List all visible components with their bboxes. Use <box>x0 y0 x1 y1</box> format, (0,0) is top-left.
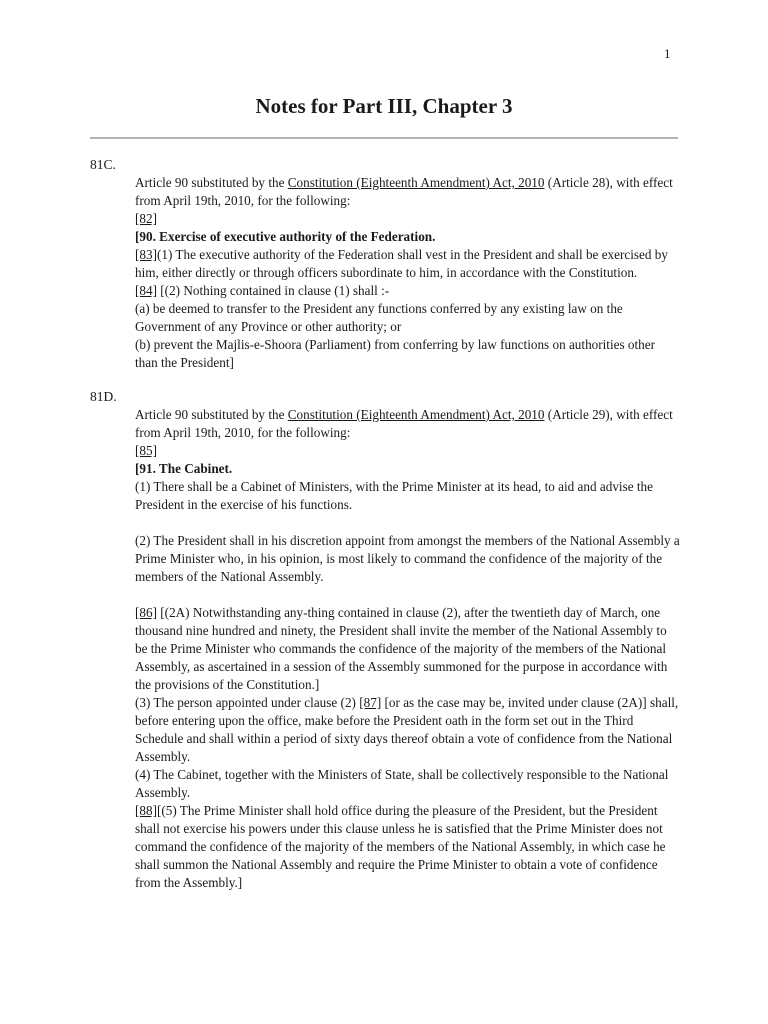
article-heading-90: [90. Exercise of executive authority of the Federation. <box>135 229 436 244</box>
note-81d-intro <box>135 406 680 442</box>
clause-2 <box>135 282 680 300</box>
cabinet-clause-1: (1) There shall be a Cabinet of Ministers, with the Prime Minister at its head, to aid and advise the President in the exercise of his functions. <box>135 479 653 512</box>
clause-2a: (a) be deemed to transfer to the President any functions conferred by any existing law on the Government of any Province or other authority; or <box>135 301 623 334</box>
intro-text-end: (Article 28), with effect from April 19th, 2010, for the following: <box>135 175 673 208</box>
note-81d-body <box>135 406 680 892</box>
clause-5-text: [(5) The Prime Minister shall hold office during the pleasure of the President, but the President shall not exercise his powers under this clause unless he is satisfied that the Prime Minister does not command the confidence of the majority of the members of the National Assembly, in which case he shall summon the National Assembly and require the Prime Minister to obtain a vote of confidence from the Assembly.] <box>135 803 666 890</box>
spacer <box>135 586 680 604</box>
cabinet-clause-2: (2) The President shall in his discretion appoint from amongst the members of the National Assembly a Prime Minister who, in his opinion, is most likely to command the confidence of the majority of the members of the National Assembly. <box>135 533 680 584</box>
clause-1 <box>135 246 680 282</box>
page-title: Notes for Part III, Chapter 3 <box>255 94 513 118</box>
intro-text: Article 90 substituted by the <box>135 175 288 190</box>
note-label-81c: 81C. <box>90 157 116 172</box>
footnote-link-84[interactable]: [84] <box>135 283 157 298</box>
footnote-link-86[interactable]: [86] <box>135 605 157 620</box>
clause-3-text-end: [or as the case may be, invited under clause (2A)] shall, before entering upon the office, make before the President oath in the form set out in the Third Schedule and shall within a period of sixty days thereof obtain a vote of confidence from the National Assembly. <box>135 695 679 764</box>
page-number: 1 <box>664 46 671 61</box>
footnote-link-85[interactable]: [85] <box>135 443 157 458</box>
clause-3-text: (3) The person appointed under clause (2) <box>135 695 360 710</box>
note-81c-intro <box>135 174 680 210</box>
spacer <box>135 514 680 532</box>
note-label-81d: 81D. <box>90 389 117 404</box>
cabinet-clause-3 <box>135 694 680 766</box>
article-heading-91: [91. The Cabinet. <box>135 461 233 476</box>
intro-text: Article 90 substituted by the <box>135 407 288 422</box>
intro-text-end: (Article 29), with effect from April 19th, 2010, for the following: <box>135 407 673 440</box>
amendment-act-link[interactable]: Constitution (Eighteenth Amendment) Act, 2010 <box>287 407 545 422</box>
clause-2a-text: [(2A) Notwithstanding any-thing contained in clause (2), after the twentieth day of March, one thousand nine hundred and ninety, the President shall invite the member of the National Assembly to be the Prime Minister who commands the confidence of the majority of the members of the National Assembly, as ascertained in a session of the Assembly summoned for the purpose in accordance with the provisions of the Constitution.] <box>135 605 668 692</box>
cabinet-clause-2a <box>135 604 680 694</box>
clause-2b: (b) prevent the Majlis-e-Shoora (Parliament) from conferring by law functions on authorities other than the President] <box>135 337 656 370</box>
footnote-link-82[interactable]: [82] <box>135 211 157 226</box>
footnote-link-88[interactable]: [88] <box>135 803 157 818</box>
footnote-link-87[interactable]: [87] <box>359 695 382 710</box>
cabinet-clause-4: (4) The Cabinet, together with the Ministers of State, shall be collectively responsible to the National Assembly. <box>135 767 669 800</box>
note-81c-body <box>135 174 680 372</box>
clause-1-text: (1) The executive authority of the Federation shall vest in the President and shall be exercised by him, either directly or through officers subordinate to him, in accordance with the Constitution. <box>135 247 668 280</box>
amendment-act-link[interactable]: Constitution (Eighteenth Amendment) Act, 2010 <box>287 175 545 190</box>
cabinet-clause-5 <box>135 802 680 892</box>
footnote-link-83[interactable]: [83] <box>135 247 157 262</box>
title-divider <box>90 137 678 139</box>
clause-2-text: [(2) Nothing contained in clause (1) shall :- <box>156 283 390 298</box>
